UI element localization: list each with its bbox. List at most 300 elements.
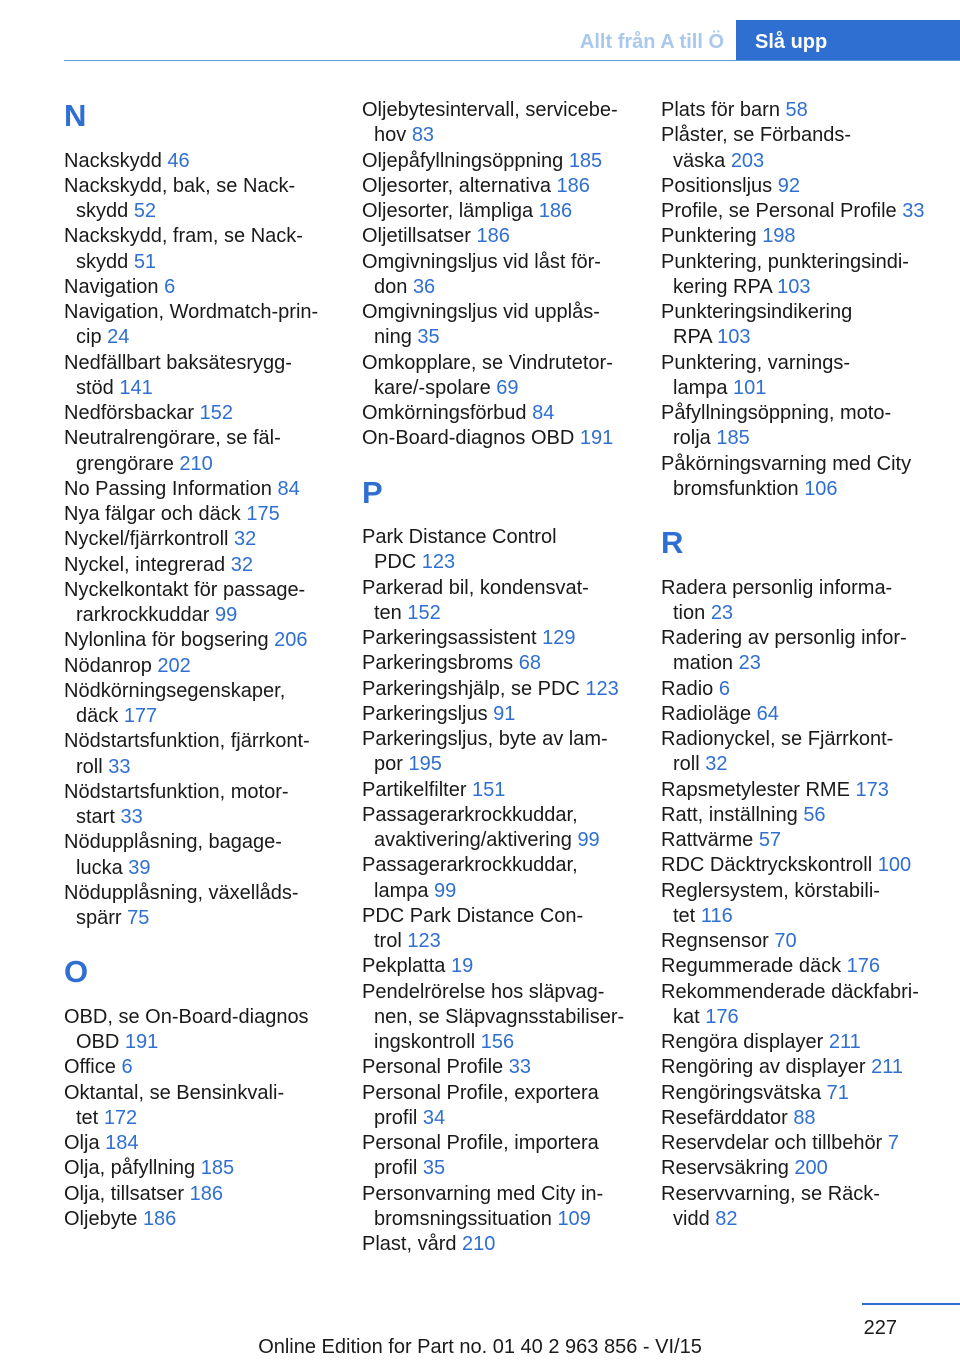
index-entry <box>64 1182 334 1207</box>
entry-term: Plats för barn <box>661 99 780 121</box>
page-link[interactable]: 99 <box>434 879 457 902</box>
index-entry <box>362 803 632 854</box>
index-column-2 <box>362 98 632 1257</box>
page-link[interactable]: 6 <box>121 1056 133 1079</box>
page-link[interactable]: 211 <box>828 1031 861 1053</box>
page-link[interactable]: 68 <box>518 652 541 675</box>
index-entry <box>64 628 334 653</box>
index-entry <box>64 1207 334 1232</box>
index-entry <box>362 904 632 955</box>
entry-term: Rengöra displayer <box>661 1031 824 1053</box>
page-link[interactable]: 100 <box>877 854 912 877</box>
entry-term: Passagerarkrockkuddar, <box>362 803 578 826</box>
entry-term: Ratt, inställning <box>661 803 798 826</box>
entry-term: Radera personlig informa- <box>661 576 893 599</box>
entry-term-continued: don <box>374 275 408 298</box>
entry-term: On-Board-diagnos OBD <box>362 427 575 450</box>
section-letter: P <box>362 474 383 510</box>
entry-term: Punktering <box>661 225 757 248</box>
page-link[interactable]: 33 <box>120 806 143 828</box>
index-entry <box>661 803 931 828</box>
entry-term-continued: ingskontroll <box>374 1031 476 1053</box>
entry-term-continued: roll <box>76 755 103 778</box>
entry-term: Olja, påfyllning <box>64 1157 196 1180</box>
page-link[interactable]: 84 <box>277 477 300 500</box>
page-link[interactable]: 33 <box>902 200 925 222</box>
index-entry <box>64 401 334 426</box>
entry-term: Parkeringsljus, byte av lam- <box>362 728 608 750</box>
index-entry <box>362 651 632 676</box>
entry-term: Nödstartsfunktion, fjärrkont- <box>64 730 310 753</box>
index-entry <box>362 677 632 702</box>
entry-term: Oljesorter, lämpliga <box>362 200 534 222</box>
page-link[interactable]: 191 <box>124 1031 159 1053</box>
page-link[interactable]: 32 <box>234 528 257 551</box>
entry-term: Påfyllningsöppning, moto- <box>661 402 892 424</box>
page-link[interactable]: 123 <box>421 551 456 574</box>
entry-term: Pendelrörelse hos släpvag- <box>362 980 605 1003</box>
page-link[interactable]: 83 <box>411 124 435 147</box>
entry-term-continued: trol <box>374 930 402 952</box>
page-link[interactable]: 34 <box>422 1106 446 1129</box>
page-link[interactable]: 46 <box>167 149 190 172</box>
entry-term: Nackskydd <box>64 149 162 172</box>
page-link[interactable]: 203 <box>730 149 765 172</box>
page-link[interactable]: 57 <box>758 829 782 851</box>
entry-term: Nödkörningsegenskaper, <box>64 679 286 702</box>
entry-term: Olja <box>64 1132 100 1154</box>
page-link[interactable]: 88 <box>793 1106 816 1129</box>
entry-term: Olja, tillsatser <box>64 1182 185 1205</box>
page-link[interactable]: 176 <box>705 1005 739 1028</box>
page-link[interactable]: 172 <box>103 1106 138 1129</box>
entry-term: Radionyckel, se Fjärrkont- <box>661 728 894 750</box>
index-entry <box>661 727 931 778</box>
index-entry <box>661 351 931 402</box>
page-link[interactable]: 32 <box>230 553 253 576</box>
index-entry <box>362 626 632 651</box>
page-number: 227 <box>863 1317 897 1339</box>
page-link[interactable]: 175 <box>246 503 280 525</box>
entry-term: Navigation, Wordmatch-prin- <box>64 301 319 323</box>
index-entry <box>64 553 334 578</box>
page-link[interactable]: 123 <box>407 930 441 952</box>
index-entry <box>362 401 632 426</box>
page-link[interactable]: 177 <box>123 705 158 727</box>
entry-term: Personal Profile, importera <box>362 1132 599 1154</box>
entry-term-continued: bromsningssituation <box>374 1207 552 1230</box>
index-entry <box>64 300 334 351</box>
entry-term-continued: lucka <box>76 856 123 879</box>
page-link[interactable]: 185 <box>200 1157 235 1180</box>
index-entry <box>362 300 632 351</box>
page-link[interactable]: 211 <box>871 1056 904 1079</box>
page-link[interactable]: 176 <box>846 955 881 978</box>
page-link[interactable]: 173 <box>855 778 889 801</box>
entry-term: Parkerad bil, kondensvat- <box>362 576 589 599</box>
page-link[interactable]: 35 <box>422 1157 446 1180</box>
entry-term: Reservdelar och tillbehör <box>661 1132 883 1154</box>
entry-term-continued: lampa <box>673 376 728 399</box>
index-entry <box>64 351 334 402</box>
index-entry <box>64 780 334 831</box>
section-letter: O <box>64 954 89 990</box>
entry-term: Nödupplåsning, bagage- <box>64 831 282 854</box>
page-link[interactable]: 202 <box>157 654 191 677</box>
page-link[interactable]: 186 <box>476 225 510 248</box>
entry-term: Nyckelkontakt för passage- <box>64 578 306 601</box>
entry-term: No Passing Information <box>64 477 272 500</box>
entry-term: Oktantal, se Bensinkvali- <box>64 1081 285 1104</box>
index-entry <box>64 1131 334 1156</box>
index-entry <box>64 881 334 932</box>
entry-term: PDC Park Distance Con- <box>362 904 584 927</box>
page-link[interactable]: 91 <box>493 702 516 725</box>
page-link[interactable]: 191 <box>579 427 614 450</box>
index-entry <box>661 778 931 803</box>
page-link[interactable]: 58 <box>785 99 808 121</box>
entry-term-continued: väska <box>673 149 726 172</box>
entry-term: RDC Däcktryckskontroll <box>661 854 873 877</box>
entry-term: Navigation <box>64 275 159 298</box>
page-link[interactable]: 186 <box>142 1207 177 1230</box>
entry-term-continued: skydd <box>76 200 129 222</box>
entry-term: Nyckel/fjärrkontroll <box>64 528 229 551</box>
entry-term-continued: grengörare <box>76 452 174 475</box>
index-entry <box>661 626 931 677</box>
index-entry <box>661 954 931 979</box>
entry-term: Reservsäkring <box>661 1157 789 1180</box>
entry-term: Nedfällbart baksätesrygg- <box>64 351 292 374</box>
page-link[interactable]: 103 <box>717 326 751 349</box>
page-link[interactable]: 152 <box>407 601 441 624</box>
entry-term: Omgivningsljus vid låst för- <box>362 250 601 273</box>
entry-term-continued: skydd <box>76 250 129 273</box>
index-entry <box>362 853 632 904</box>
entry-term: Rattvärme <box>661 829 754 851</box>
page-link[interactable]: 109 <box>557 1207 591 1230</box>
entry-term: Park Distance Control <box>362 526 557 548</box>
index-entry <box>362 351 632 402</box>
entry-term: Plast, vård <box>362 1233 457 1255</box>
entry-term: Nackskydd, fram, se Nack- <box>64 225 303 248</box>
index-entry <box>362 1055 632 1080</box>
entry-term-continued: cip <box>76 326 102 349</box>
entry-term: Reglersystem, körstabili- <box>661 879 880 902</box>
entry-term-continued: PDC <box>374 551 417 574</box>
index-entry <box>362 149 632 174</box>
page-link[interactable]: 195 <box>408 753 442 776</box>
entry-term-continued: spärr <box>76 907 122 929</box>
page-link[interactable]: 92 <box>777 174 800 197</box>
entry-term-continued: kare/-spolare <box>374 376 491 399</box>
page-link[interactable]: 6 <box>164 275 176 298</box>
page-link[interactable]: 35 <box>417 326 440 349</box>
page-link[interactable]: 101 <box>733 376 767 399</box>
page-link[interactable]: 69 <box>496 376 519 399</box>
entry-term-continued: RPA <box>673 326 712 349</box>
entry-term-continued: tet <box>76 1106 99 1129</box>
page-link[interactable]: 151 <box>472 778 506 801</box>
index-entry <box>64 174 334 225</box>
page-link[interactable]: 24 <box>107 326 130 349</box>
page-link[interactable]: 84 <box>532 402 555 424</box>
entry-term: Punktering, varnings- <box>661 351 850 374</box>
index-entry <box>64 1081 334 1132</box>
page-link[interactable]: 71 <box>826 1081 849 1104</box>
entry-term: Omgivningsljus vid upplås- <box>362 301 600 323</box>
entry-term: Parkeringshjälp, se PDC <box>362 677 580 700</box>
index-entry <box>661 1131 931 1156</box>
header-divider <box>64 60 960 61</box>
page-link[interactable]: 19 <box>450 955 474 978</box>
entry-term: Nylonlina för bogsering <box>64 629 269 652</box>
entry-term-continued: kat <box>673 1005 700 1028</box>
lookup-tab[interactable]: Slå upp <box>736 20 960 61</box>
index-entry <box>661 576 931 627</box>
page-link[interactable]: 141 <box>119 376 153 399</box>
entry-term: Omkopplare, se Vindrutetor- <box>362 351 613 374</box>
index-entry <box>661 123 931 174</box>
entry-term-continued: tet <box>673 904 696 927</box>
section-tab[interactable]: Allt från A till Ö <box>579 31 724 53</box>
index-entry <box>362 778 632 803</box>
index-entry <box>661 250 931 301</box>
footer-divider <box>862 1303 960 1305</box>
page-link[interactable]: 99 <box>214 604 238 626</box>
entry-term: Punkteringsindikering <box>661 301 853 323</box>
entry-term: Parkeringsljus <box>362 702 488 725</box>
index-entry <box>64 149 334 174</box>
index-entry <box>661 224 931 249</box>
entry-term-continued: avaktivering/aktivering <box>374 829 572 851</box>
page-link[interactable]: 198 <box>762 225 796 248</box>
index-entry <box>362 954 632 979</box>
page-link[interactable]: 36 <box>412 275 436 298</box>
entry-term-continued: mation <box>673 652 734 675</box>
index-entry <box>661 677 931 702</box>
entry-term: Office <box>64 1056 116 1079</box>
entry-term-continued: stöd <box>76 376 114 399</box>
page-link[interactable]: 64 <box>756 702 779 725</box>
page-link[interactable]: 184 <box>105 1132 139 1154</box>
page-link[interactable]: 23 <box>738 652 761 675</box>
index-entry <box>362 525 632 576</box>
entry-term: Radering av personlig infor- <box>661 627 907 649</box>
page-link[interactable]: 6 <box>718 677 730 700</box>
index-entry <box>362 224 632 249</box>
index-entry <box>661 929 931 954</box>
entry-term: Omkörningsförbud <box>362 402 527 424</box>
entry-term: Personvarning med City in- <box>362 1182 604 1205</box>
index-entry <box>64 1005 334 1056</box>
entry-term-continued: vidd <box>673 1207 710 1230</box>
index-entry <box>64 729 334 780</box>
index-entry <box>64 502 334 527</box>
index-entry <box>64 477 334 502</box>
entry-term-continued: bromsfunktion <box>673 477 799 500</box>
entry-term: Parkeringsbroms <box>362 652 514 675</box>
page-link[interactable]: 129 <box>542 627 576 649</box>
index-entry <box>661 1156 931 1181</box>
entry-term: Regummerade däck <box>661 955 842 978</box>
entry-term: Resefärddator <box>661 1106 788 1129</box>
index-entry <box>362 174 632 199</box>
entry-term: Plåster, se Förbands- <box>661 124 852 147</box>
page-link[interactable]: 185 <box>716 427 750 450</box>
index-entry <box>661 1055 931 1080</box>
page-link[interactable]: 82 <box>715 1207 738 1230</box>
page-link[interactable]: 99 <box>577 829 600 851</box>
entry-term: Radio <box>661 677 714 700</box>
index-entry <box>64 527 334 552</box>
entry-term: Punktering, punkteringsindi- <box>661 250 909 273</box>
page-link[interactable]: 33 <box>508 1056 531 1079</box>
entry-term: Oljetillsatser <box>362 225 471 248</box>
index-entry <box>64 1055 334 1080</box>
index-entry <box>661 853 931 878</box>
index-entry <box>661 300 931 351</box>
index-entry <box>362 1232 632 1257</box>
page-link[interactable]: 210 <box>462 1233 496 1255</box>
page-link[interactable]: 185 <box>568 149 603 172</box>
entry-term-continued: profil <box>374 1157 418 1180</box>
index-entry <box>64 426 334 477</box>
index-entry <box>362 1182 632 1233</box>
index-entry <box>64 679 334 730</box>
entry-term: Personal Profile <box>362 1056 504 1079</box>
page-link[interactable]: 106 <box>804 477 838 500</box>
entry-term-continued: kering RPA <box>673 275 772 298</box>
entry-term: Pekplatta <box>362 955 446 978</box>
index-entry <box>362 727 632 778</box>
entry-term: Rekommenderade däckfabri- <box>661 980 919 1003</box>
index-entry <box>661 702 931 727</box>
index-entry <box>362 250 632 301</box>
index-entry <box>362 426 632 451</box>
index-entry <box>362 702 632 727</box>
index-entry <box>362 1081 632 1132</box>
entry-term: Påkörningsvarning med City <box>661 452 912 475</box>
index-column-1 <box>64 98 334 1232</box>
entry-term: Nödstartsfunktion, motor- <box>64 780 289 803</box>
entry-term: Personal Profile, exportera <box>362 1081 599 1104</box>
entry-term: Rengöringsvätska <box>661 1081 822 1104</box>
entry-term: Oljebytesintervall, servicebe- <box>362 99 618 121</box>
entry-term-continued: nen, se Släpvagnsstabiliser- <box>374 1005 625 1028</box>
entry-term: Nödupplåsning, växellåds- <box>64 881 299 904</box>
entry-term-continued: rarkrockkuddar <box>76 604 210 626</box>
section-letter: R <box>661 525 684 560</box>
entry-term: Neutralrengörare, se fäl- <box>64 427 281 450</box>
index-entry <box>661 401 931 452</box>
index-entry <box>362 199 632 224</box>
index-entry <box>661 879 931 930</box>
entry-term: Reservvarning, se Räck- <box>661 1182 880 1205</box>
entry-term: Partikelfilter <box>362 778 467 801</box>
entry-term-continued: däck <box>76 705 119 727</box>
index-entry <box>661 452 931 503</box>
entry-term-continued: lampa <box>374 879 429 902</box>
entry-term-continued: ning <box>374 326 412 349</box>
page-header <box>64 20 960 62</box>
index-entry <box>661 1081 931 1106</box>
index-entry <box>64 578 334 629</box>
entry-term: Radioläge <box>661 702 752 725</box>
entry-term: Nackskydd, bak, se Nack- <box>64 174 296 197</box>
entry-term-continued: roll <box>673 753 700 776</box>
index-entry <box>64 224 334 275</box>
index-entry <box>661 828 931 853</box>
entry-term-continued: rolja <box>673 427 711 450</box>
entry-term: Nedförsbackar <box>64 402 195 424</box>
page-link[interactable]: 200 <box>794 1157 828 1180</box>
entry-term: Rapsmetylester RME <box>661 778 850 801</box>
entry-term-continued: hov <box>374 124 407 147</box>
page-link[interactable]: 103 <box>777 275 811 298</box>
index-entry <box>362 576 632 627</box>
index-entry <box>64 654 334 679</box>
page-link[interactable]: 56 <box>803 803 826 826</box>
index-entry <box>661 199 931 224</box>
page-link[interactable]: 51 <box>133 250 157 273</box>
index-entry <box>64 275 334 300</box>
page-link[interactable]: 32 <box>705 753 728 776</box>
index-entry <box>661 1182 931 1233</box>
entry-term: Nyckel, integrerad <box>64 553 226 576</box>
page-link[interactable]: 186 <box>556 174 590 197</box>
index-entry <box>362 1131 632 1182</box>
page-link[interactable]: 210 <box>179 452 213 475</box>
page-link[interactable]: 156 <box>480 1031 515 1053</box>
entry-term-continued: start <box>76 806 115 828</box>
index-entry <box>661 1106 931 1131</box>
entry-term: Profile, se Personal Profile <box>661 200 897 222</box>
page-link[interactable]: 7 <box>887 1132 899 1154</box>
page-link[interactable]: 152 <box>199 402 233 424</box>
entry-term: Positionsljus <box>661 174 773 197</box>
index-entry <box>64 830 334 881</box>
entry-term: Passagerarkrockkuddar, <box>362 854 578 877</box>
page-link[interactable]: 70 <box>774 930 797 952</box>
index-entry <box>64 1156 334 1181</box>
entry-term-continued: OBD <box>76 1031 120 1053</box>
entry-term: Oljepåfyllningsöppning <box>362 149 564 172</box>
page-link[interactable]: 75 <box>127 907 150 929</box>
page-link[interactable]: 33 <box>108 755 131 778</box>
page-link[interactable]: 123 <box>585 677 619 700</box>
index-entry <box>661 1030 931 1055</box>
entry-term-continued: tion <box>673 601 706 624</box>
entry-term-continued: profil <box>374 1106 418 1129</box>
footer-edition: Online Edition for Part no. 01 40 2 963 856 - VI/15 <box>258 1336 702 1358</box>
entry-term: Nödanrop <box>64 654 152 677</box>
entry-term-continued: por <box>374 753 403 776</box>
page-link[interactable]: 23 <box>710 601 734 624</box>
entry-term-continued: ten <box>374 601 402 624</box>
index-entry <box>661 174 931 199</box>
page-link[interactable]: 186 <box>189 1182 223 1205</box>
page-link[interactable]: 206 <box>274 629 308 652</box>
page-link[interactable]: 116 <box>700 904 733 927</box>
page-link[interactable]: 52 <box>133 200 157 222</box>
entry-term: Nya fälgar och däck <box>64 503 241 525</box>
entry-term: Rengöring av displayer <box>661 1056 866 1079</box>
page-link[interactable]: 39 <box>128 856 151 879</box>
page-link[interactable]: 186 <box>538 200 573 222</box>
entry-term: Oljesorter, alternativa <box>362 174 551 197</box>
index-column-3 <box>661 98 931 1232</box>
